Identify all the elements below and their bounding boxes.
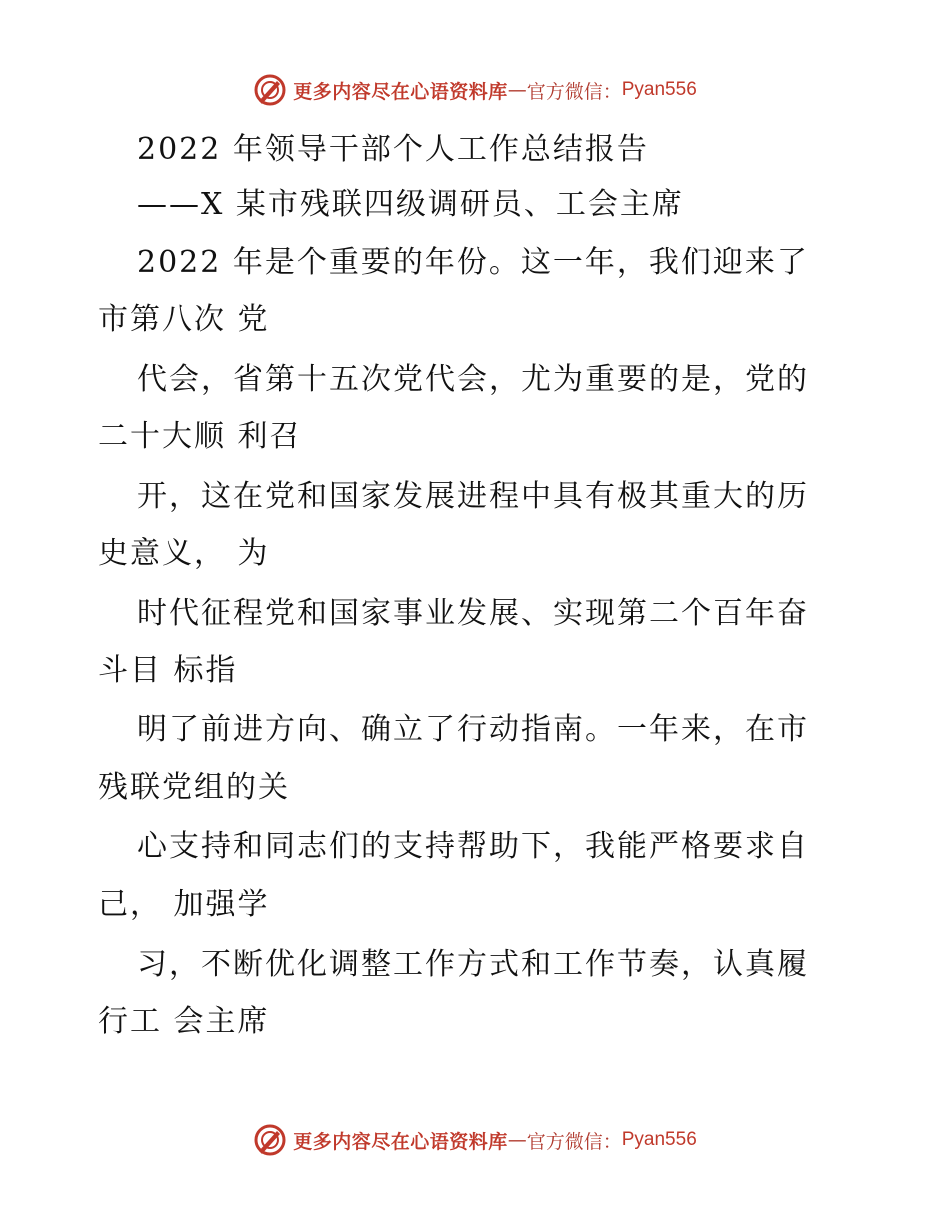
pen-logo-icon — [253, 1123, 287, 1157]
watermark-label: 官方微信： — [526, 1130, 622, 1153]
paragraph-line: 明了前进方向、确立了行动指南。一年来，在市 — [137, 712, 809, 747]
watermark-id: Pyan556 — [621, 79, 697, 100]
paragraph-line: 时代征程党和国家事业发展、实现第二个百年奋 — [137, 596, 809, 631]
paragraph-line: 行工 会主席 — [98, 1004, 270, 1039]
header-watermark — [0, 68, 950, 112]
paragraph-line: 开，这在党和国家发展进程中具有极其重大的历 — [137, 479, 809, 514]
paragraph-line: 2022 年是个重要的年份。这一年，我们迎来了 — [137, 245, 809, 280]
watermark-id: Pyan556 — [621, 1129, 697, 1150]
paragraph-line: 心支持和同志们的支持帮助下，我能严格要求自 — [137, 829, 809, 864]
pen-logo-icon — [253, 73, 287, 107]
paragraph-line: 代会，省第十五次党代会，尤为重要的是，党的 — [137, 362, 809, 397]
watermark-dash: — — [507, 79, 527, 101]
paragraph-line: 己， 加强学 — [98, 887, 270, 922]
paragraph-line: 史意义， 为 — [98, 536, 270, 571]
footer-watermark — [0, 1118, 950, 1162]
paragraph-line: 残联党组的关 — [98, 770, 290, 805]
watermark-main-text: 更多内容尽在心语资料库 — [293, 1130, 508, 1153]
paragraph-line: 市第八次 党 — [98, 302, 270, 337]
watermark-dash: — — [507, 1129, 527, 1151]
document-title: 2022 年领导干部个人工作总结报告 — [137, 132, 649, 167]
paragraph-line: 斗目 标指 — [98, 653, 238, 688]
document-subtitle: ——X 某市残联四级调研员、工会主席 — [137, 187, 684, 222]
watermark-main-text: 更多内容尽在心语资料库 — [293, 80, 508, 103]
paragraph-line: 习，不断优化调整工作方式和工作节奏，认真履 — [137, 947, 809, 982]
watermark-label: 官方微信： — [526, 80, 622, 103]
paragraph-line: 二十大顺 利召 — [98, 419, 302, 454]
